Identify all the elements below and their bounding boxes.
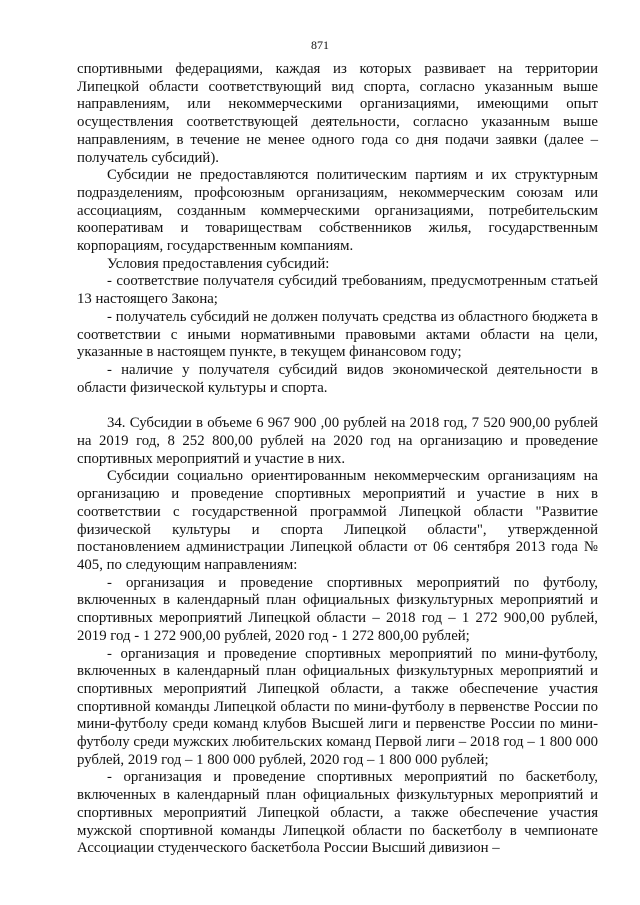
list-item-basketball: - организация и проведение спортивных мероприятий по баскетболу, включенных в календарный план официальных физкультурных мероприятий и спортивных мероприятий Липецкой области, а также обеспечение участия мужской спортивной команды Липецкой области по баскетболу в чемпионате Ассоциации студенческого баскетбола России Высший дивизион – xyxy=(77,769,598,857)
list-item-mini-football: - организация и проведение спортивных мероприятий по мини-футболу, включенных в календарный план официальных физкультурных мероприятий и спортивных мероприятий Липецкой области, а также обеспечение участия спортивной команды Липецкой области по мини-футболу в первенстве России по мини-футболу среди команд клубов Высшей лиги и первенстве России по мини-футболу среди мужских любительских команд Первой лиги – 2018 год – 1 800 000 рублей, 2019 год – 1 800 000 рублей, 2020 год – 1 800 000 рублей; xyxy=(77,645,598,768)
paragraph-item-34: 34. Субсидии в объеме 6 967 900 ,00 рублей на 2018 год, 7 520 900,00 рублей на 2019 год, 8 252 800,00 рублей на 2020 год на организацию и проведение спортивных мероприятий и участие в них. xyxy=(77,415,598,467)
paragraph-conditions-heading: Условия предоставления субсидий: xyxy=(107,255,330,272)
list-item-condition-3: - наличие у получателя субсидий видов экономической деятельности в области физической культуры и спорта. xyxy=(77,361,598,396)
list-item-condition-2: - получатель субсидий не должен получать средства из областного бюджета в соответствии с иными нормативными правовыми актами области на цели, указанные в настоящем пункте, в текущем финансовом году; xyxy=(77,308,598,361)
list-item-football: - организация и проведение спортивных мероприятий по футболу, включенных в календарный план официальных физкультурных мероприятий и спортивных мероприятий Липецкой области – 2018 год – 1 272 900,00 рублей, 2019 год - 1 272 900,00 рублей, 2020 год - 1 272 800,00 рублей; xyxy=(77,574,598,644)
list-item-condition-1: - соответствие получателя субсидий требованиям, предусмотренным статьей 13 настоящего Закона; xyxy=(77,273,598,308)
document-body xyxy=(77,61,598,858)
paragraph-exclusions: Субсидии не предоставляются политическим партиям и их структурным подразделениям, профсоюзным организациям, некоммерческим союзам или ассоциациям, созданным коммерческими организациями, потребительским кооперативам и товариществам собственников жилья, государственным корпорациям, государственным компаниям. xyxy=(77,167,598,255)
paragraph-gap xyxy=(77,397,598,415)
paragraph-recipients: спортивными федерациями, каждая из которых развивает на территории Липецкой области соответствующий вид спорта, согласно указанным выше направлениям, или некоммерческими организациями, имеющими опыт осуществления соответствующей деятельности, согласно указанным выше направлениям, в течение не менее одного года со дня подачи заявки (далее – получатель субсидий). xyxy=(77,61,598,166)
paragraph-subsidies-directions: Субсидии социально ориентированным некоммерческим организациям на организацию и проведение спортивных мероприятий и участие в них в соответствии с государственной программой Липецкой области "Развитие физической культуры и спорта Липецкой области", утвержденной постановлением администрации Липецкой области от 06 сентября 2013 года № 405, по следующим направлениям: xyxy=(77,468,598,573)
page-number: 871 xyxy=(311,38,329,52)
